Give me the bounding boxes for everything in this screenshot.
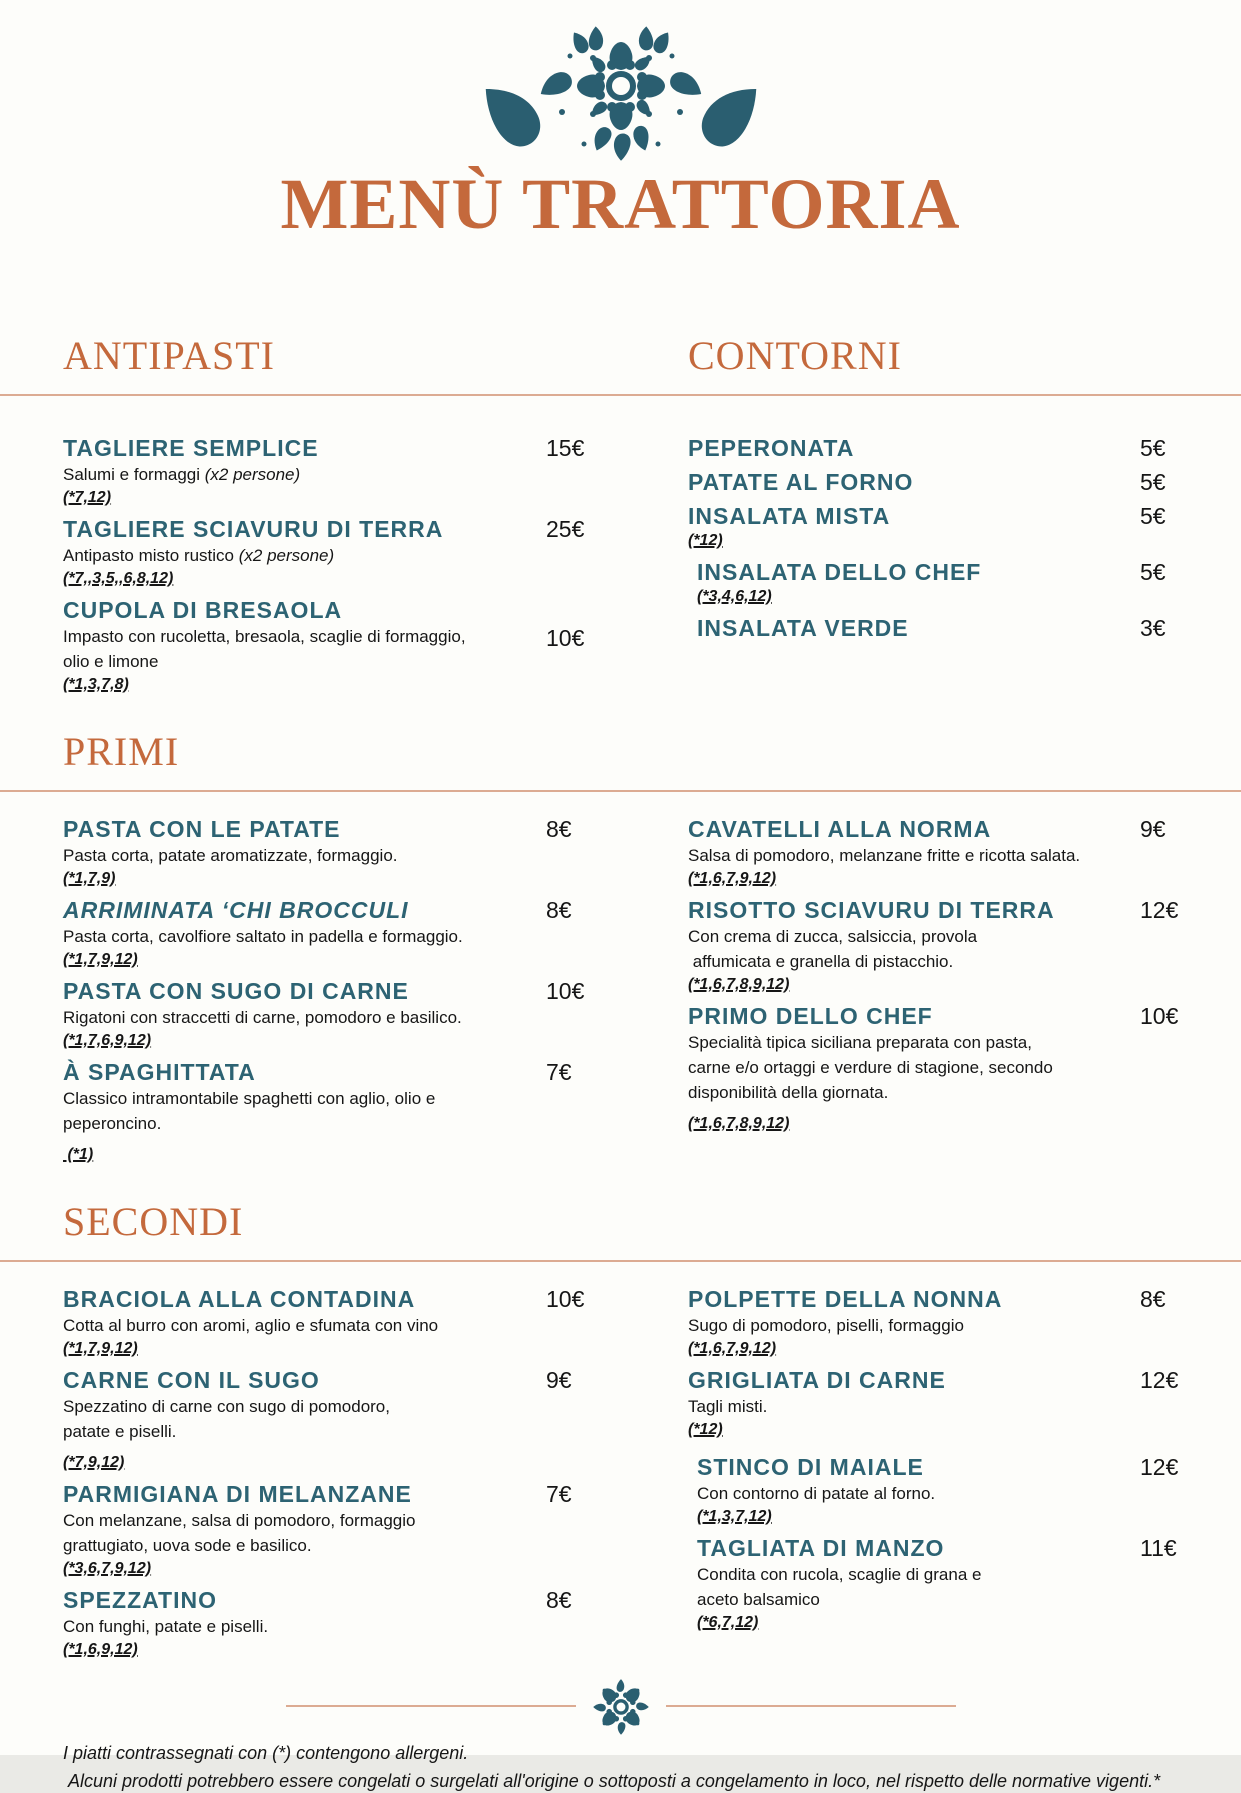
item-description: Con contorno di patate al forno. xyxy=(697,1484,936,1503)
item-price: 8€ xyxy=(546,816,572,842)
menu-item xyxy=(688,434,1208,462)
item-price: 12€ xyxy=(1140,1367,1179,1393)
menu-item xyxy=(63,977,611,1052)
menu-item-text xyxy=(688,815,1140,890)
allergen-note: (*1,6,9,12) xyxy=(63,1641,138,1658)
item-name: TAGLIERE SEMPLICE xyxy=(63,435,319,461)
menu-item xyxy=(63,1058,611,1166)
item-name: INSALATA MISTA xyxy=(688,503,891,529)
item-description: Sugo di pomodoro, piselli, formaggio xyxy=(688,1316,964,1335)
menu-item xyxy=(688,815,1208,890)
item-description: Condita con rucola, scaglie di grana e aceto balsamico xyxy=(697,1565,982,1609)
allergen-note: (*1,6,7,9,12) xyxy=(688,870,777,887)
item-name: STINCO DI MAIALE xyxy=(697,1454,924,1480)
menu-item-text xyxy=(688,468,1140,496)
allergen-note: (*3,4,6,12) xyxy=(697,588,772,605)
item-price: 3€ xyxy=(1140,615,1166,641)
allergen-note: (*7,,3,5,,6,8,12) xyxy=(63,570,174,587)
item-price: 10€ xyxy=(1140,1003,1179,1029)
allergen-note: (*12) xyxy=(688,532,723,549)
allergen-note: (*6,7,12) xyxy=(697,1614,759,1631)
menu-item-text xyxy=(688,1366,1140,1441)
item-price: 9€ xyxy=(546,1367,572,1393)
item-description: Con melanzane, salsa di pomodoro, formaggio grattugiato, uova sode e basilico. xyxy=(63,1511,416,1555)
menu-item xyxy=(688,1285,1208,1360)
menu-item-text xyxy=(63,1366,546,1474)
menu-section-antipasti xyxy=(0,332,1241,702)
menu-item-text xyxy=(688,1002,1140,1135)
item-name: PEPERONATA xyxy=(688,435,855,461)
menu-column-right xyxy=(688,1285,1208,1667)
allergen-note: (*12) xyxy=(688,1421,723,1438)
allergen-note: (*3,6,7,9,12) xyxy=(63,1560,152,1577)
menu-item xyxy=(63,596,611,696)
menu-item-text xyxy=(688,558,1140,608)
item-price: 7€ xyxy=(546,1481,572,1507)
item-price: 15€ xyxy=(546,435,585,461)
menu-item-text xyxy=(63,977,546,1052)
section-heading-empty xyxy=(688,728,1208,776)
section-divider xyxy=(0,1260,1241,1262)
menu-column-left xyxy=(63,434,611,702)
item-description: Impasto con rucoletta, bresaola, scaglie di formaggio, olio e limone xyxy=(63,627,466,671)
menu-item xyxy=(688,1453,1208,1528)
item-name: TAGLIERE SCIAVURU DI TERRA xyxy=(63,516,444,542)
menu-item-text xyxy=(688,1534,1140,1634)
item-name: ARRIMINATA ‘CHI BROCCULI xyxy=(63,897,409,923)
item-name: PARMIGIANA DI MELANZANE xyxy=(63,1481,412,1507)
allergen-note: (*1) xyxy=(63,1146,94,1163)
section-heading-row xyxy=(0,1198,1241,1246)
allergen-note: (*1,7,9,12) xyxy=(63,951,138,968)
allergen-note: (*7,12) xyxy=(63,489,112,506)
item-name: GRIGLIATA DI CARNE xyxy=(688,1367,946,1393)
serving-note: (x2 persone) xyxy=(234,546,335,565)
menu-item xyxy=(688,614,1208,642)
menu-item xyxy=(688,558,1208,608)
menu-item xyxy=(688,502,1208,552)
menu-item xyxy=(63,815,611,890)
serving-note: (x2 persone) xyxy=(200,465,301,484)
section-heading-antipasti: ANTIPASTI xyxy=(63,333,275,378)
item-name: PATATE AL FORNO xyxy=(688,469,914,495)
allergen-note: (*1,6,7,8,9,12) xyxy=(688,1115,790,1132)
menu-item xyxy=(63,515,611,590)
item-description: Con funghi, patate e piselli. xyxy=(63,1617,269,1636)
allergen-disclaimer: I piatti contrassegnati con (*) contengono allergeni. xyxy=(63,1743,469,1763)
floral-ornament-icon xyxy=(466,22,776,162)
section-columns xyxy=(0,815,1241,1172)
item-price: 8€ xyxy=(546,1587,572,1613)
item-name: CAVATELLI ALLA NORMA xyxy=(688,816,992,842)
menu-item-text xyxy=(688,896,1140,996)
allergen-note: (*1,7,6,9,12) xyxy=(63,1032,152,1049)
section-heading-secondi: SECONDI xyxy=(63,1199,244,1244)
item-description: Salumi e formaggi (x2 persone) xyxy=(63,465,301,484)
item-name: INSALATA VERDE xyxy=(697,615,909,641)
allergen-note: (*1,6,7,8,9,12) xyxy=(688,976,790,993)
menu-item-text xyxy=(63,1058,546,1166)
menu-item xyxy=(63,896,611,971)
menu-item xyxy=(63,1586,611,1661)
item-price: 9€ xyxy=(1140,816,1166,842)
allergen-note: (*1,7,9) xyxy=(63,870,116,887)
item-name: POLPETTE DELLA NONNA xyxy=(688,1286,1003,1312)
menu-item xyxy=(688,1002,1208,1135)
menu-sections xyxy=(0,332,1241,1667)
menu-item-text xyxy=(63,1285,546,1360)
footer-notes xyxy=(0,1735,1241,1793)
item-description: Con crema di zucca, salsiccia, provola affumicata e granella di pistacchio. xyxy=(688,927,978,971)
menu-item-text xyxy=(688,502,1140,552)
menu-item-text xyxy=(63,1586,546,1661)
item-price: 12€ xyxy=(1140,897,1179,923)
item-name: À SPAGHITTATA xyxy=(63,1059,256,1085)
item-description: Antipasto misto rustico (x2 persone) xyxy=(63,546,335,565)
menu-item xyxy=(63,1285,611,1360)
item-description: Salsa di pomodoro, melanzane fritte e ricotta salata. xyxy=(688,846,1081,865)
item-name: PASTA CON SUGO DI CARNE xyxy=(63,978,409,1004)
item-name: PRIMO DELLO CHEF xyxy=(688,1003,933,1029)
allergen-note: (*7,9,12) xyxy=(63,1454,125,1471)
item-name: PASTA CON LE PATATE xyxy=(63,816,341,842)
menu-item-text xyxy=(63,596,546,696)
menu-item xyxy=(688,468,1208,496)
item-price: 10€ xyxy=(546,1286,585,1312)
item-price: 10€ xyxy=(546,625,585,651)
menu-item xyxy=(63,1480,611,1580)
divider-line-left xyxy=(286,1705,576,1707)
page-footer xyxy=(0,1677,1241,1793)
section-heading-row xyxy=(0,332,1241,380)
section-columns xyxy=(0,434,1241,702)
menu-column-right xyxy=(688,434,1208,702)
item-name: RISOTTO SCIAVURU DI TERRA xyxy=(688,897,1055,923)
frozen-products-disclaimer: Alcuni prodotti potrebbero essere congelati o surgelati all'origine o sottoposti a congelamento in loco, nel rispetto delle normative vigenti.* xyxy=(63,1771,1161,1791)
menu-column-left xyxy=(63,815,611,1172)
item-description: Pasta corta, cavolfiore saltato in padella e formaggio. xyxy=(63,927,463,946)
item-price: 8€ xyxy=(1140,1286,1166,1312)
menu-item-text xyxy=(688,1453,1140,1528)
section-divider xyxy=(0,394,1241,396)
item-description: Spezzatino di carne con sugo di pomodoro, patate e piselli. xyxy=(63,1397,390,1441)
menu-item xyxy=(688,1366,1208,1441)
allergen-note: (*1,6,7,9,12) xyxy=(688,1340,777,1357)
menu-item xyxy=(63,1366,611,1474)
section-divider xyxy=(0,790,1241,792)
menu-item-text xyxy=(63,1480,546,1580)
menu-column-right xyxy=(688,815,1208,1172)
item-price: 5€ xyxy=(1140,503,1166,529)
item-name: SPEZZATINO xyxy=(63,1587,217,1613)
section-columns xyxy=(0,1285,1241,1667)
menu-item-text xyxy=(688,614,1140,642)
menu-item xyxy=(688,896,1208,996)
menu-item xyxy=(63,434,611,509)
item-name: TAGLIATA DI MANZO xyxy=(697,1535,945,1561)
item-name: INSALATA DELLO CHEF xyxy=(697,559,982,585)
item-description: Cotta al burro con aromi, aglio e sfumata con vino xyxy=(63,1316,439,1335)
menu-item xyxy=(688,1534,1208,1634)
item-name: BRACIOLA ALLA CONTADINA xyxy=(63,1286,416,1312)
item-price: 5€ xyxy=(1140,469,1166,495)
item-price: 7€ xyxy=(546,1059,572,1085)
menu-section-secondi xyxy=(0,1198,1241,1667)
item-description: Specialità tipica siciliana preparata con pasta, carne e/o ortaggi e verdure di stagione, secondo disponibilità della giornata. xyxy=(688,1033,1053,1102)
menu-item-text xyxy=(63,515,546,590)
menu-item-text xyxy=(63,896,546,971)
section-heading-empty xyxy=(688,1198,1208,1246)
item-price: 12€ xyxy=(1140,1454,1179,1480)
item-price: 8€ xyxy=(546,897,572,923)
page-header xyxy=(0,0,1241,244)
menu-section-primi xyxy=(0,728,1241,1172)
item-price: 25€ xyxy=(546,516,585,542)
menu-column-left xyxy=(63,1285,611,1667)
item-description: Tagli misti. xyxy=(688,1397,768,1416)
section-heading-contorni: CONTORNI xyxy=(688,333,902,378)
allergen-note: (*1,7,9,12) xyxy=(63,1340,138,1357)
item-description: Rigatoni con straccetti di carne, pomodoro e basilico. xyxy=(63,1008,462,1027)
item-description: Classico intramontabile spaghetti con aglio, olio e peperoncino. xyxy=(63,1089,436,1133)
item-price: 5€ xyxy=(1140,559,1166,585)
item-name: CARNE CON IL SUGO xyxy=(63,1367,320,1393)
menu-item-text xyxy=(63,815,546,890)
allergen-note: (*1,3,7,12) xyxy=(697,1508,772,1525)
allergen-note: (*1,3,7,8) xyxy=(63,676,129,693)
item-price: 11€ xyxy=(1140,1535,1177,1561)
menu-item-text xyxy=(63,434,546,509)
tile-flower-icon xyxy=(592,1677,650,1735)
divider-line-right xyxy=(666,1705,956,1707)
item-name: CUPOLA DI BRESAOLA xyxy=(63,597,343,623)
menu-item-text xyxy=(688,1285,1140,1360)
section-heading-row xyxy=(0,728,1241,776)
item-price: 10€ xyxy=(546,978,585,1004)
section-heading-primi: PRIMI xyxy=(63,729,180,774)
item-description: Pasta corta, patate aromatizzate, formaggio. xyxy=(63,846,398,865)
menu-item-text xyxy=(688,434,1140,462)
item-price: 5€ xyxy=(1140,435,1166,461)
page-title: MENÙ TRATTORIA xyxy=(280,164,961,244)
footer-divider xyxy=(0,1677,1241,1735)
